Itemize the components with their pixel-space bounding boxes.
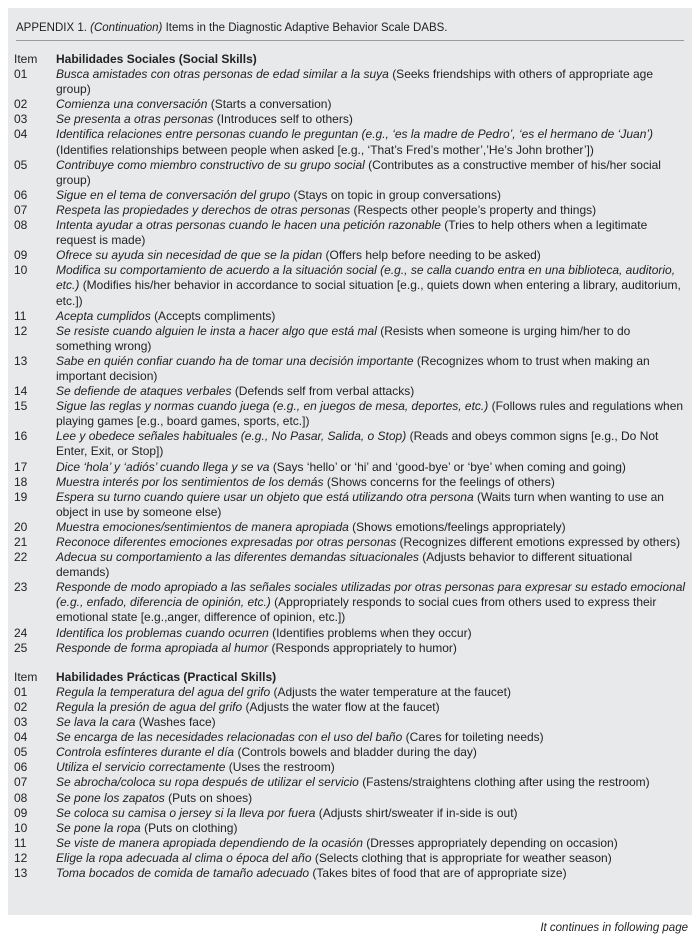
item-number: 25 <box>14 640 28 655</box>
item-english: (Contributes as a constructive member of his/her social group) <box>56 157 661 187</box>
item-english: (Modifies his/her behavior in accordance to social situation [e.g., quiets down when entering a library, auditorium, etc.]) <box>56 278 681 308</box>
continuation-note: It continues in following page <box>540 922 688 934</box>
item-text <box>56 821 688 836</box>
item-english: (Shows concerns for the feelings of others) <box>326 474 555 489</box>
item-english: (Resists when someone is urging him/her to do something wrong) <box>56 323 631 353</box>
item-row <box>14 626 688 641</box>
item-english: (Puts on shoes) <box>168 790 253 805</box>
item-spanish: Dice ‘hola’ y ‘adiós’ cuando llega y se va <box>56 459 270 474</box>
item-text <box>56 535 688 550</box>
item-spanish: Ofrece su ayuda sin necesidad de que se la pidan <box>56 248 323 263</box>
item-row <box>14 851 688 866</box>
item-row <box>14 836 688 851</box>
item-spanish: Acepta cumplidos <box>56 308 151 323</box>
item-row <box>14 97 688 112</box>
item-row <box>14 490 688 520</box>
item-text <box>56 851 688 866</box>
item-row <box>14 324 688 354</box>
item-english: (Identifies problems when they occur) <box>272 625 472 640</box>
title-text: Items in the Diagnostic Adaptive Behavior Scale DABS. <box>165 22 448 34</box>
item-text <box>56 685 688 700</box>
item-spanish: Intenta ayudar a otras personas cuando le hacen una petición razonable <box>56 218 441 233</box>
item-text <box>56 248 688 263</box>
item-row <box>14 158 688 188</box>
item-row <box>14 550 688 580</box>
item-row <box>14 399 688 429</box>
section-header <box>14 670 688 685</box>
item-column-label: Item <box>14 669 38 684</box>
item-english: (Cares for toileting needs) <box>405 730 544 745</box>
item-spanish: Elige la ropa adecuada al clima o época del año <box>56 850 312 865</box>
item-text <box>56 112 688 127</box>
item-number: 13 <box>14 353 28 368</box>
item-list <box>14 52 688 895</box>
item-text <box>56 188 688 203</box>
item-row <box>14 475 688 490</box>
item-number: 12 <box>14 323 28 338</box>
item-row <box>14 429 688 459</box>
item-spanish: Toma bocados de comida de tamaño adecuado <box>56 865 310 880</box>
item-number: 03 <box>14 112 28 127</box>
title-divider <box>16 40 684 41</box>
item-row <box>14 263 688 308</box>
title-continuation: (Continuation) <box>90 22 163 34</box>
item-english: (Adjusts shirt/sweater if in-side is out) <box>318 805 518 820</box>
item-english: (Selects clothing that is appropriate for weather season) <box>314 850 612 865</box>
item-row <box>14 218 688 248</box>
item-number: 10 <box>14 820 28 835</box>
item-row <box>14 520 688 535</box>
item-english: (Adjusts behavior to different situational demands) <box>56 550 633 580</box>
item-spanish: Lee y obedece señales habituales (e.g., No Pasar, Salida, o Stop) <box>56 429 407 444</box>
item-english: (Recognizes whom to trust when making an important decision) <box>56 353 650 383</box>
item-text <box>56 309 688 324</box>
table-title <box>16 22 448 34</box>
item-spanish: Controla esfínteres durante el día <box>56 745 235 760</box>
item-row <box>14 188 688 203</box>
item-row <box>14 67 688 97</box>
item-spanish: Se abrocha/coloca su ropa después de utilizar el servicio <box>56 775 359 790</box>
item-spanish: Regula la temperatura del agua del grifo <box>56 684 271 699</box>
item-english: (Shows emotions/feelings appropriately) <box>352 519 566 534</box>
item-number: 08 <box>14 790 28 805</box>
item-text <box>56 97 688 112</box>
item-spanish: Se coloca su camisa o jersey si la lleva por fuera <box>56 805 316 820</box>
item-number: 01 <box>14 67 28 82</box>
item-row <box>14 535 688 550</box>
item-spanish: Se defiende de ataques verbales <box>56 384 232 399</box>
item-spanish: Se pone la ropa <box>56 820 141 835</box>
item-english: (Appropriately responds to social cues from others used to express their emotional state [e.g.,anger, difference of opinion, etc.]) <box>56 595 657 625</box>
item-english: (Reads and obeys common signs [e.g., Do Not Enter, Exit, or Stop]) <box>56 429 659 459</box>
item-english: (Waits turn when wanting to use an object in use by someone else) <box>56 489 664 519</box>
item-row <box>14 112 688 127</box>
item-spanish: Se resiste cuando alguien le insta a hacer algo que está mal <box>56 323 377 338</box>
item-english: (Responds appropriately to humor) <box>271 640 457 655</box>
section-heading: Habilidades Sociales (Social Skills) <box>56 52 257 66</box>
item-number: 06 <box>14 187 28 202</box>
item-text <box>56 354 688 384</box>
item-number: 07 <box>14 775 28 790</box>
item-number: 19 <box>14 489 28 504</box>
item-row <box>14 700 688 715</box>
item-number: 12 <box>14 850 28 865</box>
item-text <box>56 806 688 821</box>
item-text <box>56 429 688 459</box>
section-social-skills <box>14 52 688 656</box>
item-row <box>14 715 688 730</box>
item-text <box>56 641 688 656</box>
item-english: (Identifies relationships between people when asked [e.g., ‘That’s Fred’s mother’,’He’s John brother’]) <box>56 142 594 157</box>
item-row <box>14 354 688 384</box>
item-text <box>56 203 688 218</box>
item-spanish: Se lava la cara <box>56 715 136 730</box>
item-text <box>56 730 688 745</box>
item-text <box>56 700 688 715</box>
item-number: 11 <box>14 835 27 850</box>
item-spanish: Modifica su comportamiento de acuerdo a la situación social (e.g., se calla cuando entra en una biblioteca, auditorio, etc.) <box>56 263 676 293</box>
item-spanish: Se presenta a otras personas <box>56 112 214 127</box>
item-number: 09 <box>14 805 28 820</box>
item-english: (Stays on topic in group conversations) <box>293 187 501 202</box>
item-text <box>56 715 688 730</box>
item-row <box>14 685 688 700</box>
item-spanish: Identifica los problemas cuando ocurren <box>56 625 269 640</box>
item-spanish: Comienza una conversación <box>56 97 208 112</box>
item-spanish: Identifica relaciones entre personas cuando le preguntan (e.g., ‘es la madre de Pedro’, ‘es el hermano de ‘Juan’) <box>56 127 654 142</box>
item-spanish: Sigue las reglas y normas cuando juega (e.g., en juegos de mesa, deportes, etc.) <box>56 399 489 414</box>
item-number: 07 <box>14 202 28 217</box>
item-row <box>14 248 688 263</box>
item-spanish: Sigue en el tema de conversación del grupo <box>56 187 291 202</box>
item-number: 23 <box>14 580 28 595</box>
item-english: (Respects other people’s property and things) <box>353 202 597 217</box>
title-prefix: APPENDIX 1. <box>16 22 87 34</box>
item-english: (Offers help before needing to be asked) <box>325 248 541 263</box>
item-number: 04 <box>14 127 28 142</box>
item-text <box>56 760 688 775</box>
item-english: (Seeks friendships with others of appropriate age group) <box>56 67 653 97</box>
item-spanish: Responde de forma apropiada al humor <box>56 640 269 655</box>
item-number: 09 <box>14 248 28 263</box>
item-spanish: Muestra emociones/sentimientos de manera apropiada <box>56 519 349 534</box>
item-row <box>14 641 688 656</box>
item-english: (Uses the restroom) <box>228 760 335 775</box>
item-text <box>56 791 688 806</box>
item-number: 02 <box>14 97 28 112</box>
item-spanish: Respeta las propiedades y derechos de otras personas <box>56 202 351 217</box>
item-text <box>56 324 688 354</box>
item-english: (Tries to help others when a legitimate request is made) <box>56 218 648 248</box>
item-row <box>14 309 688 324</box>
item-column-label: Item <box>14 52 38 66</box>
item-spanish: Contribuye como miembro constructivo de su grupo social <box>56 157 365 172</box>
item-number: 14 <box>14 384 28 399</box>
item-row <box>14 760 688 775</box>
item-row <box>14 821 688 836</box>
item-number: 21 <box>14 535 28 549</box>
item-number: 13 <box>14 865 28 880</box>
item-row <box>14 866 688 881</box>
item-text <box>56 475 688 490</box>
item-text <box>56 384 688 399</box>
item-english: (Takes bites of food that are of appropriate size) <box>312 865 567 880</box>
item-row <box>14 806 688 821</box>
item-spanish: Espera su turno cuando quiere usar un objeto que está utilizando otra persona <box>56 489 474 504</box>
item-spanish: Sabe en quién confiar cuando ha de tomar una decisión importante <box>56 353 414 368</box>
item-text <box>56 127 688 157</box>
item-text <box>56 745 688 760</box>
item-english: (Follows rules and regulations when playing games [e.g., board games, sports, etc.]) <box>56 399 684 429</box>
item-number: 10 <box>14 263 28 278</box>
item-english: (Fastens/straightens clothing after using the restroom) <box>362 775 650 790</box>
item-text <box>56 775 688 790</box>
item-english: (Defends self from verbal attacks) <box>234 384 415 399</box>
item-text <box>56 866 688 881</box>
item-english: (Puts on clothing) <box>144 820 238 835</box>
item-number: 16 <box>14 429 28 444</box>
item-number: 03 <box>14 715 28 730</box>
item-english: (Introduces self to others) <box>216 112 353 127</box>
item-number: 20 <box>14 519 28 534</box>
item-spanish: Busca amistades con otras personas de edad similar a la suya <box>56 67 389 82</box>
item-spanish: Reconoce diferentes emociones expresadas por otras personas <box>56 535 397 549</box>
item-text <box>56 399 688 429</box>
item-spanish: Se pone los zapatos <box>56 790 165 805</box>
item-number: 06 <box>14 760 28 775</box>
section-practical-skills <box>14 670 688 881</box>
item-text <box>56 67 688 97</box>
item-spanish: Adecua su comportamiento a las diferentes demandas situacionales <box>56 550 419 565</box>
item-english: (Adjusts the water flow at the faucet) <box>245 699 440 714</box>
item-english: (Adjusts the water temperature at the faucet) <box>273 684 511 699</box>
item-english: (Washes face) <box>138 715 216 730</box>
item-text <box>56 626 688 641</box>
item-spanish: Responde de modo apropiado a las señales sociales utilizadas por otras personas para expresar su estado emocional (e.g., enfado, diferencia de opinión, etc.) <box>56 580 686 610</box>
item-text <box>56 836 688 851</box>
item-number: 11 <box>14 308 27 323</box>
item-text <box>56 218 688 248</box>
item-spanish: Se viste de manera apropiada dependiendo de la ocasión <box>56 835 363 850</box>
item-text <box>56 490 688 520</box>
item-row <box>14 127 688 157</box>
item-text <box>56 580 688 625</box>
item-english: (Dresses appropriately depending on occasion) <box>366 835 618 850</box>
item-number: 05 <box>14 157 28 172</box>
item-row <box>14 791 688 806</box>
item-row <box>14 775 688 790</box>
appendix-table <box>8 8 692 915</box>
item-text <box>56 460 688 475</box>
item-text <box>56 550 688 580</box>
item-english: (Says ‘hello’ or ‘hi’ and ‘good-bye’ or ‘bye’ when coming and going) <box>272 459 626 474</box>
item-number: 15 <box>14 399 28 414</box>
item-english: (Accepts compliments) <box>154 308 276 323</box>
item-number: 05 <box>14 745 28 760</box>
item-text <box>56 520 688 535</box>
item-row <box>14 730 688 745</box>
item-spanish: Muestra interés por los sentimientos de los demás <box>56 474 324 489</box>
item-number: 17 <box>14 459 28 474</box>
item-text <box>56 263 688 308</box>
item-row <box>14 460 688 475</box>
item-row <box>14 384 688 399</box>
item-english: (Controls bowels and bladder during the day) <box>237 745 477 760</box>
item-number: 04 <box>14 730 28 745</box>
item-row <box>14 203 688 218</box>
item-spanish: Regula la presión de agua del grifo <box>56 699 243 714</box>
item-row <box>14 580 688 625</box>
item-spanish: Utiliza el servicio correctamente <box>56 760 226 775</box>
section-header <box>14 52 688 67</box>
item-number: 08 <box>14 218 28 233</box>
item-number: 24 <box>14 625 28 640</box>
item-english: (Recognizes different emotions expressed by others) <box>399 535 681 549</box>
item-number: 18 <box>14 474 28 489</box>
item-number: 22 <box>14 550 28 565</box>
item-english: (Starts a conversation) <box>210 97 332 112</box>
section-heading: Habilidades Prácticas (Practical Skills) <box>56 669 277 684</box>
item-text <box>56 158 688 188</box>
item-row <box>14 745 688 760</box>
item-number: 01 <box>14 684 28 699</box>
item-spanish: Se encarga de las necesidades relacionadas con el uso del baño <box>56 730 403 745</box>
item-number: 02 <box>14 699 28 714</box>
